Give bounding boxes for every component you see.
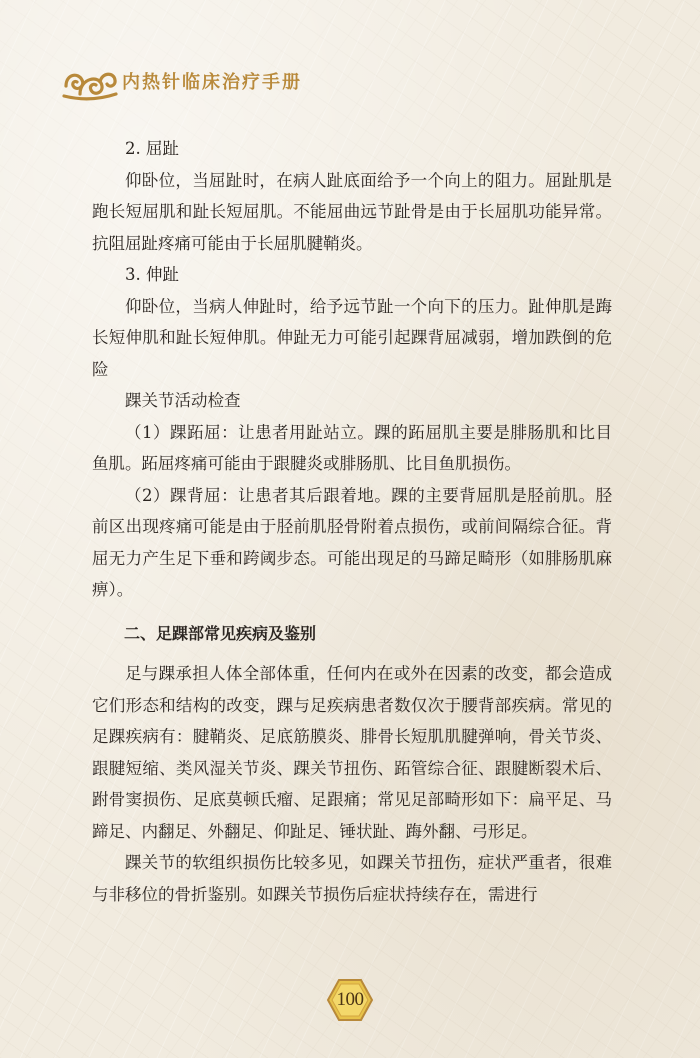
paragraph-foot-ankle-diseases: 足与踝承担人体全部体重，任何内在或外在因素的改变，都会造成它们形态和结构的改变，踝与足疾病患者数仅次于腰背部疾病。常见的足踝疾病有：腱鞘炎、足底筋膜炎、腓骨长短肌肌腱弹响，骨关节炎、跟腱短缩、类风湿关节炎、踝关节扭伤、跖管综合征、跟腱断裂术后、跗骨窦损伤、足底莫顿氏瘤、足跟痛；常见足部畸形如下：扁平足、马蹄足、内翻足、外翻足、仰趾足、锤状趾、踇外翻、弓形足。 [92,664,612,841]
section-title: 二、足踝部常见疾病及鉴别 [124,623,317,643]
auspicious-cloud-icon [60,60,120,102]
paragraph-plantar-flexion: （1）踝跖屈：让患者用趾站立。踝的跖屈肌主要是腓肠肌和比目鱼肌。跖屈疼痛可能由于跟腱炎或腓肠肌、比目鱼肌损伤。 [92,422,612,473]
paragraph-ankle-soft-tissue: 踝关节的软组织损伤比较多见，如踝关节扭伤，症状严重者，很难与非移位的骨折鉴别。如踝关节损伤后症状持续存在，需进行 [92,853,612,904]
book-title: 内热针临床治疗手册 [122,72,302,93]
paragraph-extend-toes: 仰卧位，当病人伸趾时，给予远节趾一个向下的压力。趾伸肌是踇长短伸肌和趾长短伸肌。伸趾无力可能引起踝背屈减弱，增加跌倒的危险 [92,296,612,379]
subheading-flex-toes: 2. 屈趾 [125,139,179,158]
subheading-ankle-exam: 踝关节活动检查 [125,391,241,410]
paragraph-dorsiflexion: （2）踝背屈：让患者其后跟着地。踝的主要背屈肌是胫前肌。胫前区出现疼痛可能是由于胫前肌胫骨附着点损伤，或前间隔综合征。背屈无力产生足下垂和跨阈步态。可能出现足的马蹄足畸形（如腓肠肌麻痹）。 [92,485,612,599]
subheading-extend-toes: 3. 伸趾 [125,265,179,284]
page-header [60,60,302,102]
paragraph-flex-toes: 仰卧位，当屈趾时，在病人趾底面给予一个向上的阻力。屈趾肌是跑长短屈肌和趾长短屈肌。不能屈曲远节趾骨是由于长屈肌功能异常。抗阻屈趾疼痛可能由于长屈肌腱鞘炎。 [92,170,612,253]
page-content [92,133,612,910]
page-number-badge [326,978,374,1022]
page-number: 100 [336,989,364,1010]
